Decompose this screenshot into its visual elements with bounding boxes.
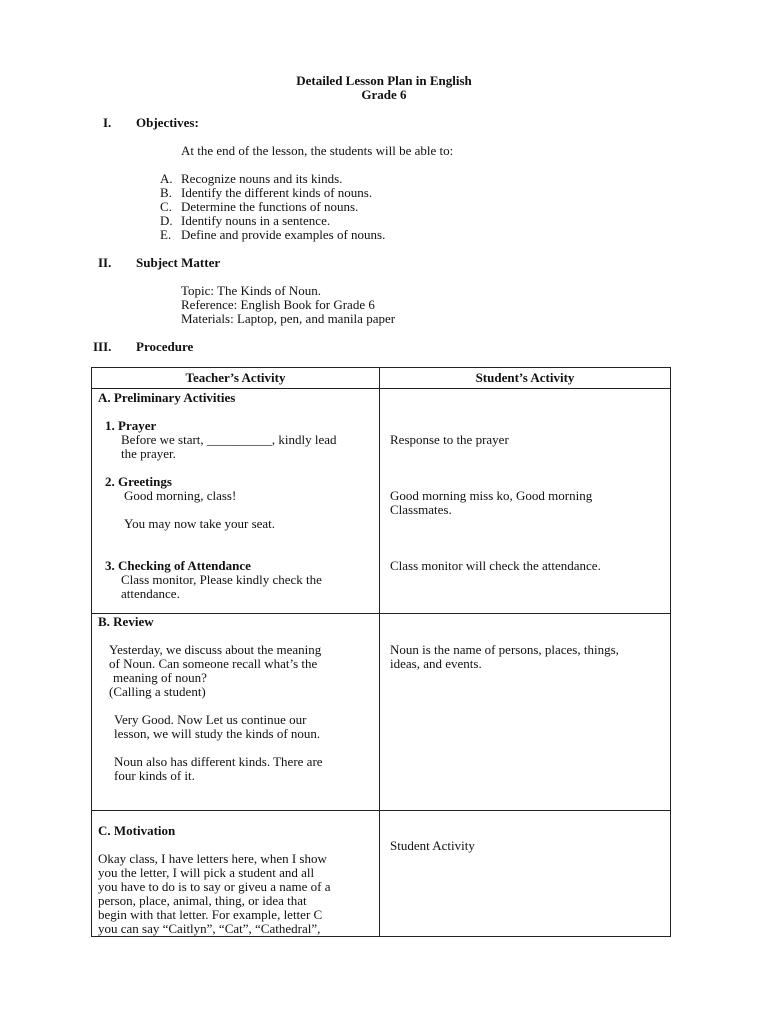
subject-reference: Reference: English Book for Grade 6	[181, 297, 375, 312]
review-heading: B. Review	[98, 614, 154, 629]
procedure-table	[91, 367, 671, 937]
student-cell-motivation	[380, 811, 671, 937]
review-text: four kinds of it.	[114, 768, 195, 783]
attendance-text: Class monitor, Please kindly check the	[121, 572, 322, 587]
objective-text: Define and provide examples of nouns.	[181, 227, 386, 242]
greetings-heading: 2. Greetings	[105, 474, 172, 489]
objective-text: Identify nouns in a sentence.	[181, 213, 331, 228]
review-response: Noun is the name of persons, places, things,	[390, 642, 619, 657]
column-header-teacher: Teacher’s Activity	[92, 368, 380, 389]
motivation-response: Student Activity	[390, 838, 475, 853]
greetings-response: Good morning miss ko, Good morning	[390, 488, 593, 503]
attendance-heading: 3. Checking of Attendance	[105, 558, 251, 573]
table-row-motivation	[92, 811, 671, 937]
teacher-cell-motivation	[92, 811, 380, 937]
teacher-cell-preliminary	[92, 389, 380, 614]
objective-letter: D.	[160, 213, 173, 228]
prayer-text: Before we start, __________, kindly lead	[121, 432, 337, 447]
motivation-text: person, place, animal, thing, or idea that	[98, 893, 307, 908]
prayer-text: the prayer.	[121, 446, 176, 461]
motivation-text: you the letter, I will pick a student and all	[98, 865, 315, 880]
student-cell-preliminary	[380, 389, 671, 614]
teacher-cell-review	[92, 614, 380, 811]
column-header-student: Student’s Activity	[380, 368, 671, 389]
prayer-heading: 1. Prayer	[105, 418, 157, 433]
motivation-text: you can say “Caitlyn”, “Cat”, “Cathedral”,	[98, 921, 321, 936]
motivation-text: begin with that letter. For example, letter C	[98, 907, 323, 922]
greetings-text: You may now take your seat.	[124, 516, 276, 531]
review-text: lesson, we will study the kinds of noun.	[114, 726, 321, 741]
prayer-response: Response to the prayer	[390, 432, 509, 447]
review-text: Noun also has different kinds. There are	[114, 754, 323, 769]
objective-letter: E.	[160, 227, 172, 242]
review-text: (Calling a student)	[109, 684, 206, 699]
document-title: Detailed Lesson Plan in English	[296, 73, 472, 88]
table-header-row	[92, 368, 671, 389]
greetings-response: Classmates.	[390, 502, 452, 517]
attendance-response: Class monitor will check the attendance.	[390, 558, 601, 573]
section-heading-procedure: Procedure	[136, 339, 194, 354]
section-number-subject-matter: II.	[98, 255, 112, 270]
objective-text: Identify the different kinds of nouns.	[181, 185, 373, 200]
objective-letter: A.	[160, 171, 173, 186]
objective-text: Determine the functions of nouns.	[181, 199, 359, 214]
review-response: ideas, and events.	[390, 656, 482, 671]
review-text: Very Good. Now Let us continue our	[114, 712, 307, 727]
section-number-objectives: I.	[103, 115, 112, 130]
section-number-procedure: III.	[93, 339, 112, 354]
table-row-review	[92, 614, 671, 811]
review-text: of Noun. Can someone recall what’s the	[109, 656, 318, 671]
greetings-text: Good morning, class!	[124, 488, 237, 503]
preliminary-heading: A. Preliminary Activities	[98, 390, 236, 405]
objective-letter: B.	[160, 185, 172, 200]
objective-text: Recognize nouns and its kinds.	[181, 171, 343, 186]
subject-topic: Topic: The Kinds of Noun.	[181, 283, 322, 298]
grade-label: Grade 6	[361, 87, 407, 102]
motivation-text: Okay class, I have letters here, when I show	[98, 851, 327, 866]
student-cell-review	[380, 614, 671, 811]
attendance-text: attendance.	[121, 586, 180, 601]
section-heading-subject-matter: Subject Matter	[136, 255, 221, 270]
review-text: meaning of noun?	[113, 670, 207, 685]
section-heading-objectives: Objectives:	[136, 115, 199, 130]
review-text: Yesterday, we discuss about the meaning	[109, 642, 322, 657]
motivation-heading: C. Motivation	[98, 823, 176, 838]
objectives-intro: At the end of the lesson, the students will be able to:	[181, 143, 454, 158]
table-row-preliminary	[92, 389, 671, 614]
objective-letter: C.	[160, 199, 172, 214]
subject-materials: Materials: Laptop, pen, and manila paper	[181, 311, 396, 326]
motivation-text: you have to do is to say or giveu a name of a	[98, 879, 331, 894]
